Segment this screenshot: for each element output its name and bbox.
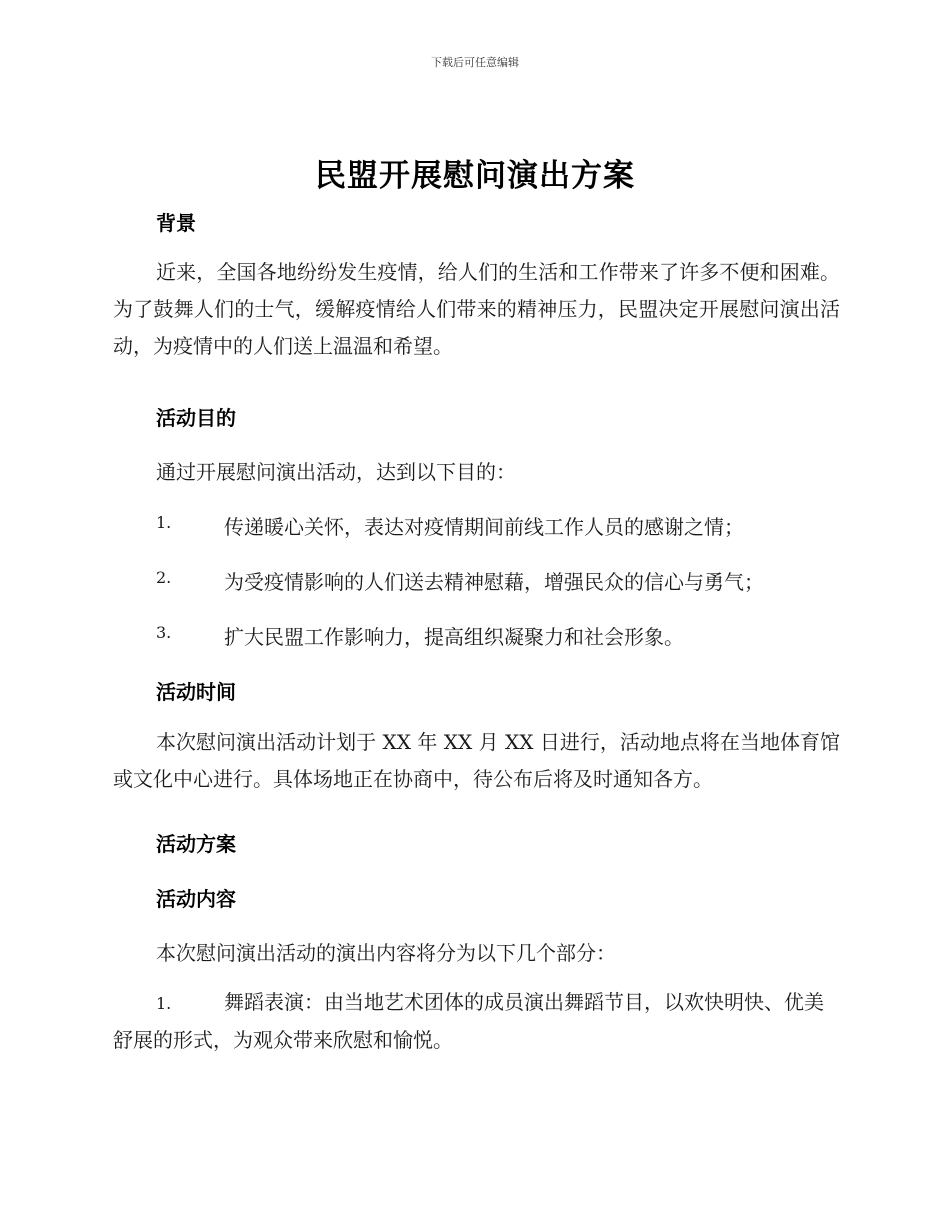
header-note: 下载后可任意编辑 [431, 56, 519, 69]
heading-plan: 活动方案 [156, 832, 236, 856]
list-item-number: 3. [156, 623, 172, 642]
heading-background: 背景 [156, 211, 196, 235]
list-item-number: 1. [156, 513, 172, 532]
list-item-number: 1. [156, 994, 172, 1013]
heading-content: 活动内容 [156, 887, 236, 911]
content-intro: 本次慰问演出活动的演出内容将分为以下几个部分： [156, 941, 616, 965]
list-item-number: 2. [156, 568, 172, 587]
paragraph-background: 近来，全国各地纷纷发生疫情，给人们的生活和工作带来了许多不便和困难。为了鼓舞人们的士气，缓解疫情给人们带来的精神压力，民盟决定开展慰问演出活动，为疫情中的人们送上温温和希望。 [113, 260, 840, 358]
heading-time: 活动时间 [156, 680, 236, 704]
list-item-text: 舞蹈表演：由当地艺术团体的成员演出舞蹈节目，以欢快明快、优美舒展的形式，为观众带来欣慰和愉悦。 [113, 990, 824, 1052]
heading-purpose: 活动目的 [156, 406, 236, 430]
list-item [113, 984, 840, 1059]
document-title: 民盟开展慰问演出方案 [315, 158, 635, 194]
paragraph-time: 本次慰问演出活动计划于 XX 年 XX 月 XX 日进行，活动地点将在当地体育馆或文化中心进行。具体场地正在协商中，待公布后将及时通知各方。 [113, 730, 840, 791]
list-item-text: 传递暖心关怀，表达对疫情期间前线工作人员的感谢之情； [224, 515, 744, 539]
list-item-text: 为受疫情影响的人们送去精神慰藉，增强民众的信心与勇气； [224, 570, 764, 594]
purpose-intro: 通过开展慰问演出活动，达到以下目的： [156, 460, 516, 484]
list-item-text: 扩大民盟工作影响力，提高组织凝聚力和社会形象。 [224, 625, 684, 649]
